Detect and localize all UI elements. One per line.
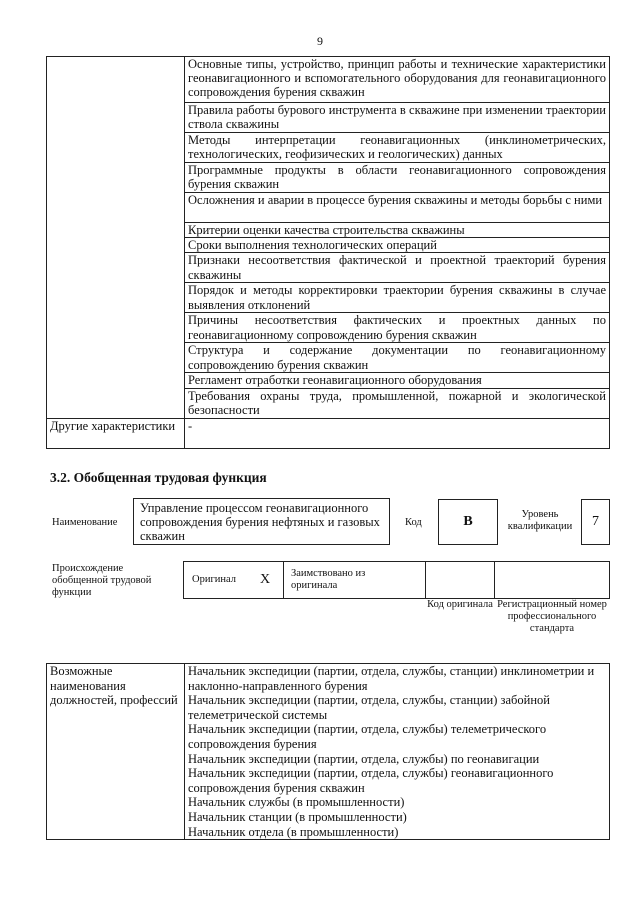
knowledge-item: Структура и содержание документации по геонавигационному сопровождению бурения скважин [185, 343, 610, 373]
knowledge-item: Критерии оценки качества строительства скважины [185, 223, 610, 238]
role-item: Начальник экспедиции (партии, отдела, службы, станции) инклинометрии и наклонно-направленного бурения [188, 664, 595, 693]
other-characteristics-value: - [185, 418, 610, 448]
knowledge-item: Основные типы, устройство, принцип работы и технические характеристики геонавигационного и вспомогательного оборудования для геонавигационного сопровождения бурения скважин [185, 57, 610, 103]
knowledge-label-cell [47, 57, 185, 419]
origin-divider [283, 562, 284, 598]
level-label: Уровень квалификации [507, 509, 573, 532]
code-original-caption: Код оригинала [427, 599, 493, 610]
knowledge-item: Причины несоответствия фактических и проектных данных по геонавигационному сопровождению бурения скважин [185, 313, 610, 343]
knowledge-item: Методы интерпретации геонавигационных (инклинометрических, технологических, геофизических и геологических) данных [185, 133, 610, 163]
role-item: Начальник экспедиции (партии, отдела, службы, станции) забойной телеметрической системы [188, 693, 550, 722]
section-title: 3.2. Обобщенная трудовая функция [50, 470, 267, 485]
name-label: Наименование [52, 517, 118, 528]
original-mark: X [260, 572, 271, 587]
knowledge-item: Регламент отработки геонавигационного оборудования [185, 373, 610, 388]
role-item: Начальник станции (в промышленности) [188, 809, 407, 824]
roles-list [185, 664, 610, 840]
function-name-box: Управление процессом геонавигационного сопровождения бурения нефтяных и газовых скважин [133, 498, 390, 545]
roles-label: Возможные наименования должностей, профессий [47, 664, 185, 840]
knowledge-item: Осложнения и аварии в процессе бурения скважины и методы борьбы с ними [185, 193, 610, 223]
knowledge-table [46, 56, 610, 449]
code-label: Код [405, 517, 422, 528]
page-number: 9 [317, 34, 323, 48]
knowledge-item: Программные продукты в области геонавигационного сопровождения бурения скважин [185, 163, 610, 193]
role-item: Начальник отдела (в промышленности) [188, 824, 399, 839]
origin-divider [425, 562, 426, 598]
borrowed-label: Заимствовано из оригинала [291, 568, 366, 591]
role-item: Начальник экспедиции (партии, отдела, службы) по геонавигации [188, 751, 540, 766]
knowledge-item: Требования охраны труда, промышленной, пожарной и экологической безопасности [185, 388, 610, 418]
origin-box [183, 561, 610, 599]
knowledge-item: Признаки несоответствия фактической и проектной траекторий бурения скважины [185, 253, 610, 283]
role-item: Начальник экспедиции (партии, отдела, службы) геонавигационного сопровождения бурения скважин [188, 766, 554, 795]
knowledge-item: Сроки выполнения технологических операций [185, 238, 610, 253]
other-characteristics-label: Другие характеристики [47, 418, 185, 448]
origin-label: Происхождение обобщенной трудовой функции [52, 563, 152, 598]
code-value-box: B [438, 499, 498, 545]
original-label: Оригинал [192, 574, 236, 585]
knowledge-item: Порядок и методы корректировки траектории бурения скважины в случае выявления отклонений [185, 283, 610, 313]
roles-table [46, 663, 610, 840]
registration-number-caption: Регистрационный номер профессионального стандарта [497, 599, 607, 634]
level-value-box: 7 [581, 499, 610, 545]
role-item: Начальник экспедиции (партии, отдела, службы) телеметрического сопровождения бурения [188, 722, 547, 751]
role-item: Начальник службы (в промышленности) [188, 795, 405, 810]
knowledge-item: Правила работы бурового инструмента в скважине при изменении траектории ствола скважины [185, 103, 610, 133]
origin-divider [494, 562, 495, 598]
